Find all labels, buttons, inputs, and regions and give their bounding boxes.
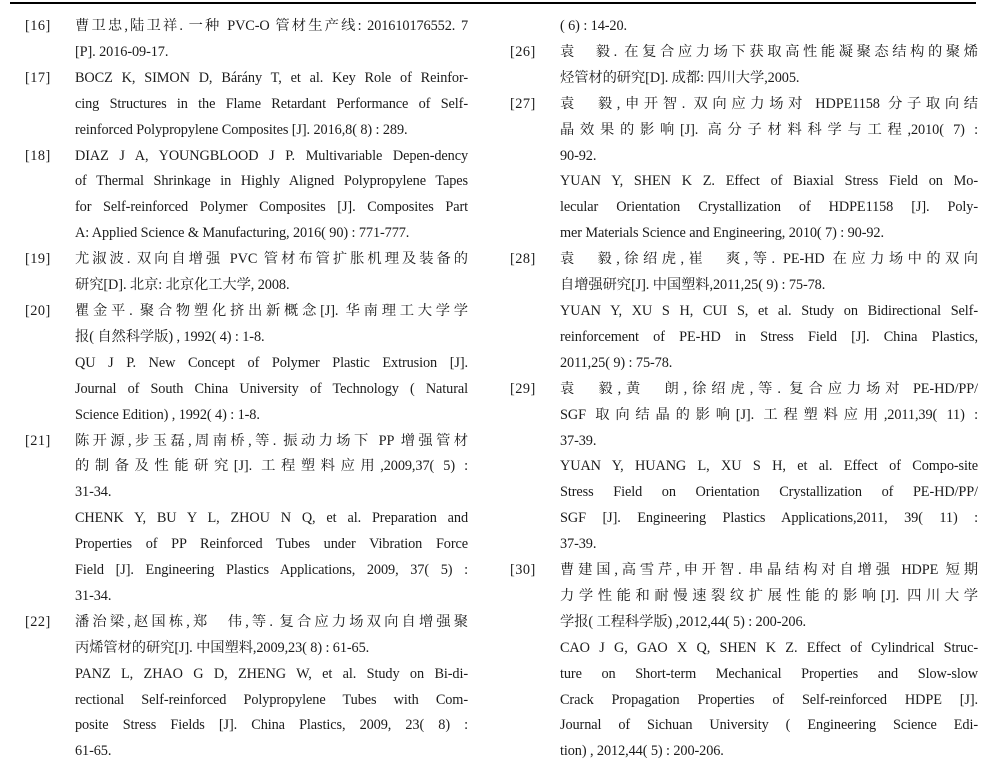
reference-line: 烃管材的研究[D]. 成都: 四川大学,2005. [560, 69, 800, 86]
reference-line: A: Applied Science & Manufacturing, 2016( 90) : 771-777. [75, 225, 410, 242]
reference-entry [25, 247, 468, 299]
reference-entry [25, 299, 468, 429]
reference-line: reinforced Polypropylene Composites [J]. 2016,8( 8) : 289. [75, 121, 408, 138]
reference-line: Field [J]. Engineering Plastics Applications, 2009, 37( 5) : [75, 562, 468, 579]
reference-number: [18] [25, 147, 51, 164]
reference-line: 袁 毅,徐绍虎,崔 爽,等. PE-HD 在应力场中的双向 [560, 251, 978, 268]
reference-body [560, 14, 978, 40]
reference-line: ( 6) : 14-20. [560, 18, 627, 34]
reference-line: 31-34. [75, 587, 112, 604]
reference-line: 袁 毅,申开智. 双向应力场对 HDPE1158 分子取向结 [560, 95, 978, 112]
reference-line: tion) , 2012,44( 5) : 200-206. [560, 743, 724, 760]
reference-line: 袁 毅. 在复合应力场下获取高性能凝聚态结构的聚烯 [560, 43, 978, 60]
reference-body [75, 247, 468, 299]
reference-entry [510, 92, 978, 247]
reference-line: mer Materials Science and Engineering, 2010( 7) : 90-92. [560, 225, 884, 242]
reference-line: 研究[D]. 北京: 北京化工大学, 2008. [75, 277, 290, 294]
reference-line: 尤淑波. 双向自增强 PVC 管材布管扩胀机理及装备的 [75, 251, 468, 268]
reference-line: 曹卫忠,陆卫祥. 一种 PVC-O 管材生产线: 201610176552. 7 [75, 18, 468, 34]
reference-entry [25, 66, 468, 144]
reference-body [75, 610, 468, 765]
reference-line: 61-65. [75, 743, 112, 760]
reference-number: [26] [510, 43, 536, 60]
reference-line: 袁 毅,黄 朗,徐绍虎,等. 复合应力场对 PE-HD/PP/ [560, 380, 978, 397]
reference-number: [21] [25, 432, 51, 449]
reference-line: cing Structures in the Flame Retardant Performance of Self- [75, 95, 468, 112]
reference-line: for Self-reinforced Polymer Composites [J]. Composites Part [75, 199, 468, 216]
reference-line: 90-92. [560, 147, 597, 164]
reference-line: 潘治梁,赵国栋,郑 伟,等. 复合应力场双向自增强聚 [75, 613, 468, 630]
reference-entry [510, 247, 978, 377]
reference-entry [25, 610, 468, 765]
reference-line: [P]. 2016-09-17. [75, 43, 169, 60]
reference-line: of Thermal Shrinkage in Highly Aligned Polypropylene Tapes [75, 173, 468, 190]
reference-line: 报( 自然科学版) , 1992( 4) : 1-8. [75, 328, 265, 345]
reference-line: Stress Field on Orientation Crystallization of PE-HD/PP/ [560, 484, 978, 501]
reference-line: lecular Orientation Crystallization of HDPE1158 [J]. Poly- [560, 199, 978, 216]
reference-line: YUAN Y, XU S H, CUI S, et al. Study on Bidirectional Self- [560, 302, 978, 319]
reference-body [75, 429, 468, 610]
reference-line: SGF [J]. Engineering Plastics Applications,2011, 39( 11) : [560, 510, 978, 527]
reference-line: 瞿金平. 聚合物塑化挤出新概念[J]. 华南理工大学学 [75, 302, 468, 319]
reference-line: PANZ L, ZHAO G D, ZHENG W, et al. Study on Bi-di- [75, 665, 468, 682]
reference-line: rectional Self-reinforced Polypropylene Tubes with Com- [75, 691, 468, 708]
reference-body [560, 377, 978, 558]
reference-line: 37-39. [560, 432, 597, 449]
reference-number: [22] [25, 613, 51, 630]
reference-number: [16] [25, 18, 51, 34]
reference-number: [17] [25, 69, 51, 86]
references-column-right [510, 14, 978, 765]
reference-line: Science Edition) , 1992( 4) : 1-8. [75, 406, 260, 423]
reference-entry [510, 377, 978, 558]
reference-line: Properties of PP Reinforced Tubes under Vibration Force [75, 536, 468, 553]
reference-line: 自增强研究[J]. 中国塑料,2011,25( 9) : 75-78. [560, 277, 826, 294]
reference-body [560, 558, 978, 765]
reference-entry [510, 14, 978, 40]
reference-body [75, 144, 468, 248]
reference-line: 37-39. [560, 536, 597, 553]
reference-number: [30] [510, 562, 536, 579]
reference-body [560, 40, 978, 92]
reference-line: ture on Short-term Mechanical Properties and Slow-slow [560, 665, 978, 682]
reference-body [560, 247, 978, 377]
reference-line: DIAZ J A, YOUNGBLOOD J P. Multivariable Depen-dency [75, 147, 468, 164]
reference-line: 陈开源,步玉磊,周南桥,等. 振动力场下 PP 增强管材 [75, 432, 468, 449]
reference-line: 晶效果的影响[J]. 高分子材料科学与工程,2010( 7) : [560, 121, 978, 138]
reference-body [560, 92, 978, 247]
reference-entry [510, 40, 978, 92]
reference-line: 力学性能和耐慢速裂纹扩展性能的影响[J]. 四川大学 [560, 587, 978, 604]
reference-line: Crack Propagation Properties of Self-reinforced HDPE [J]. [560, 691, 978, 708]
reference-body [75, 66, 468, 144]
reference-line: BOCZ K, SIMON D, Bárány T, et al. Key Role of Reinfor- [75, 69, 468, 86]
reference-line: SGF 取向结晶的影响[J]. 工程塑料应用,2011,39( 11) : [560, 406, 978, 423]
reference-line: 学报( 工程科学版) ,2012,44( 5) : 200-206. [560, 613, 806, 630]
reference-line: reinforcement of PE-HD in Stress Field [J]. China Plastics, [560, 328, 978, 345]
reference-number: [27] [510, 95, 536, 112]
reference-line: Journal of South China University of Technology ( Natural [75, 380, 468, 397]
reference-line: posite Stress Fields [J]. China Plastics, 2009, 23( 8) : [75, 717, 468, 734]
reference-line: CAO J G, GAO X Q, SHEN K Z. Effect of Cylindrical Struc- [560, 639, 978, 656]
reference-number: [29] [510, 380, 536, 397]
reference-number: [19] [25, 251, 51, 268]
reference-line: YUAN Y, SHEN K Z. Effect of Biaxial Stress Field on Mo- [560, 173, 978, 190]
reference-entry [25, 429, 468, 610]
reference-body [75, 299, 468, 429]
reference-entry [510, 558, 978, 765]
references-column-left [25, 14, 468, 765]
reference-line: YUAN Y, HUANG L, XU S H, et al. Effect of Compo-site [560, 458, 978, 475]
reference-line: 2011,25( 9) : 75-78. [560, 354, 673, 371]
reference-entry [25, 144, 468, 248]
reference-number: [20] [25, 302, 51, 319]
reference-line: 曹建国,高雪芹,申开智. 串晶结构对自增强 HDPE 短期 [560, 562, 978, 579]
reference-line: Journal of Sichuan University ( Engineering Science Edi- [560, 717, 978, 734]
reference-number: [28] [510, 251, 536, 268]
reference-line: CHENK Y, BU Y L, ZHOU N Q, et al. Preparation and [75, 510, 468, 527]
page-top-rule [10, 2, 976, 4]
reference-line: 31-34. [75, 484, 112, 501]
reference-body [75, 14, 468, 66]
reference-line: 的制备及性能研究[J]. 工程塑料应用,2009,37( 5) : [75, 458, 468, 475]
reference-line: QU J P. New Concept of Polymer Plastic Extrusion [J]. [75, 354, 468, 371]
reference-entry [25, 14, 468, 66]
reference-line: 丙烯管材的研究[J]. 中国塑料,2009,23( 8) : 61-65. [75, 639, 370, 656]
